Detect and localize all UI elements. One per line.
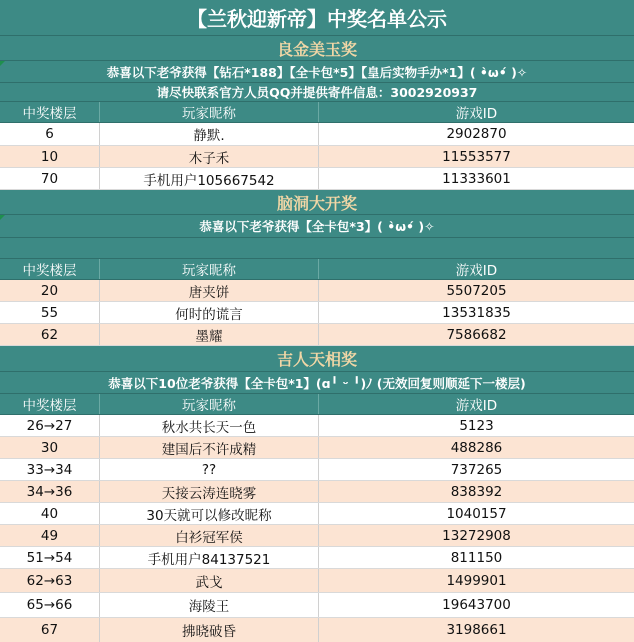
nickname-cell: 海陵王 bbox=[100, 593, 319, 617]
table-header bbox=[0, 394, 634, 415]
section-title-3: 吉人天相奖 bbox=[0, 346, 634, 372]
game-id-cell: 2902870 bbox=[446, 126, 507, 142]
floor-cell: 62→63 bbox=[0, 569, 100, 592]
game-id-cell: 1499901 bbox=[446, 572, 507, 589]
section-2-notice: 恭喜以下老爷获得【全卡包*3】( •̀ω•́ )✧ bbox=[0, 215, 634, 238]
table-row bbox=[0, 503, 634, 525]
section-1-notice: 恭喜以下老爷获得【钻石*188】【全卡包*5】【皇后实物手办*1】( •̀ω•́ )✧ bbox=[0, 61, 634, 83]
cell-comment-marker bbox=[0, 61, 5, 66]
section-1-contact: 请尽快联系官方人员QQ并提供寄件信息：3002920937 bbox=[0, 83, 634, 102]
game-id-cell: 488286 bbox=[450, 439, 503, 456]
table-header bbox=[0, 259, 634, 280]
nickname-cell: 何时的谎言 bbox=[100, 302, 319, 323]
nickname-cell: 唐夹饼 bbox=[100, 280, 319, 301]
table-row bbox=[0, 415, 634, 437]
column-header-game-id: 游戏ID bbox=[455, 106, 498, 122]
nickname-cell: 墨耀 bbox=[100, 324, 319, 345]
nickname-cell: 秋水共长天一色 bbox=[100, 415, 319, 436]
column-header-floor: 中奖楼层 bbox=[0, 259, 100, 279]
table-row bbox=[0, 302, 634, 324]
section-title-1: 良金美玉奖 bbox=[0, 36, 634, 61]
page-title: 【兰秋迎新帝】中奖名单公示 bbox=[0, 0, 634, 36]
table-row bbox=[0, 593, 634, 618]
cell-comment-marker bbox=[0, 215, 5, 220]
floor-cell: 33→34 bbox=[0, 459, 100, 480]
table-row bbox=[0, 146, 634, 168]
table-row bbox=[0, 280, 634, 302]
floor-cell: 55 bbox=[0, 302, 100, 323]
section-2-spacer bbox=[0, 238, 634, 259]
nickname-cell: 手机用户105667542 bbox=[100, 168, 319, 189]
game-id-cell: 13272908 bbox=[442, 527, 511, 544]
game-id-cell: 13531835 bbox=[442, 304, 511, 321]
nickname-cell: 30天就可以修改昵称 bbox=[100, 503, 319, 524]
game-id-cell: 11333601 bbox=[442, 170, 511, 187]
table-row bbox=[0, 569, 634, 593]
column-header-floor: 中奖楼层 bbox=[0, 394, 100, 414]
table-row bbox=[0, 123, 634, 146]
floor-cell: 49 bbox=[0, 525, 100, 546]
nickname-cell: 木子禾 bbox=[100, 146, 319, 167]
table-header bbox=[0, 102, 634, 123]
column-header-floor: 中奖楼层 bbox=[0, 102, 100, 122]
nickname-cell: 拂晓破昏 bbox=[100, 618, 319, 642]
column-header-nickname: 玩家昵称 bbox=[100, 102, 319, 122]
table-row bbox=[0, 437, 634, 459]
game-id-cell: 811150 bbox=[450, 549, 503, 566]
column-header-game-id: 游戏ID bbox=[455, 398, 498, 414]
section-3-notice: 恭喜以下10位老爷获得【全卡包*1】(ɑ╹ ᵕ ╹)ﾉ (无效回复则顺延下一楼层) bbox=[0, 372, 634, 394]
nickname-cell: 武戈 bbox=[100, 569, 319, 592]
floor-cell: 34→36 bbox=[0, 481, 100, 502]
game-id-cell: 19643700 bbox=[442, 597, 511, 613]
column-header-game-id: 游戏ID bbox=[455, 263, 498, 279]
nickname-cell: 建国后不许成精 bbox=[100, 437, 319, 458]
nickname-cell: 手机用户84137521 bbox=[100, 547, 319, 568]
game-id-cell: 5507205 bbox=[446, 282, 507, 299]
floor-cell: 65→66 bbox=[0, 593, 100, 617]
floor-cell: 40 bbox=[0, 503, 100, 524]
floor-cell: 51→54 bbox=[0, 547, 100, 568]
table-row bbox=[0, 618, 634, 642]
floor-cell: 6 bbox=[0, 123, 100, 145]
column-header-nickname: 玩家昵称 bbox=[100, 259, 319, 279]
section-title-2: 脑洞大开奖 bbox=[0, 190, 634, 215]
floor-cell: 62 bbox=[0, 324, 100, 345]
game-id-cell: 1040157 bbox=[446, 505, 507, 522]
nickname-cell: ?? bbox=[100, 459, 319, 480]
column-header-nickname: 玩家昵称 bbox=[100, 394, 319, 414]
floor-cell: 70 bbox=[0, 168, 100, 189]
game-id-cell: 838392 bbox=[450, 483, 503, 500]
game-id-cell: 7586682 bbox=[446, 326, 507, 343]
floor-cell: 30 bbox=[0, 437, 100, 458]
table-row bbox=[0, 481, 634, 503]
nickname-cell: 静默. bbox=[100, 123, 319, 145]
game-id-cell: 737265 bbox=[450, 461, 503, 478]
floor-cell: 20 bbox=[0, 280, 100, 301]
floor-cell: 67 bbox=[0, 618, 100, 642]
game-id-cell: 3198661 bbox=[446, 622, 507, 638]
nickname-cell: 天接云涛连晓雾 bbox=[100, 481, 319, 502]
game-id-cell: 5123 bbox=[459, 417, 494, 434]
game-id-cell: 11553577 bbox=[442, 148, 511, 165]
floor-cell: 10 bbox=[0, 146, 100, 167]
table-row bbox=[0, 168, 634, 190]
table-row bbox=[0, 324, 634, 346]
floor-cell: 26→27 bbox=[0, 415, 100, 436]
table-row bbox=[0, 547, 634, 569]
table-row bbox=[0, 459, 634, 481]
nickname-cell: 白衫冠军侯 bbox=[100, 525, 319, 546]
table-row bbox=[0, 525, 634, 547]
